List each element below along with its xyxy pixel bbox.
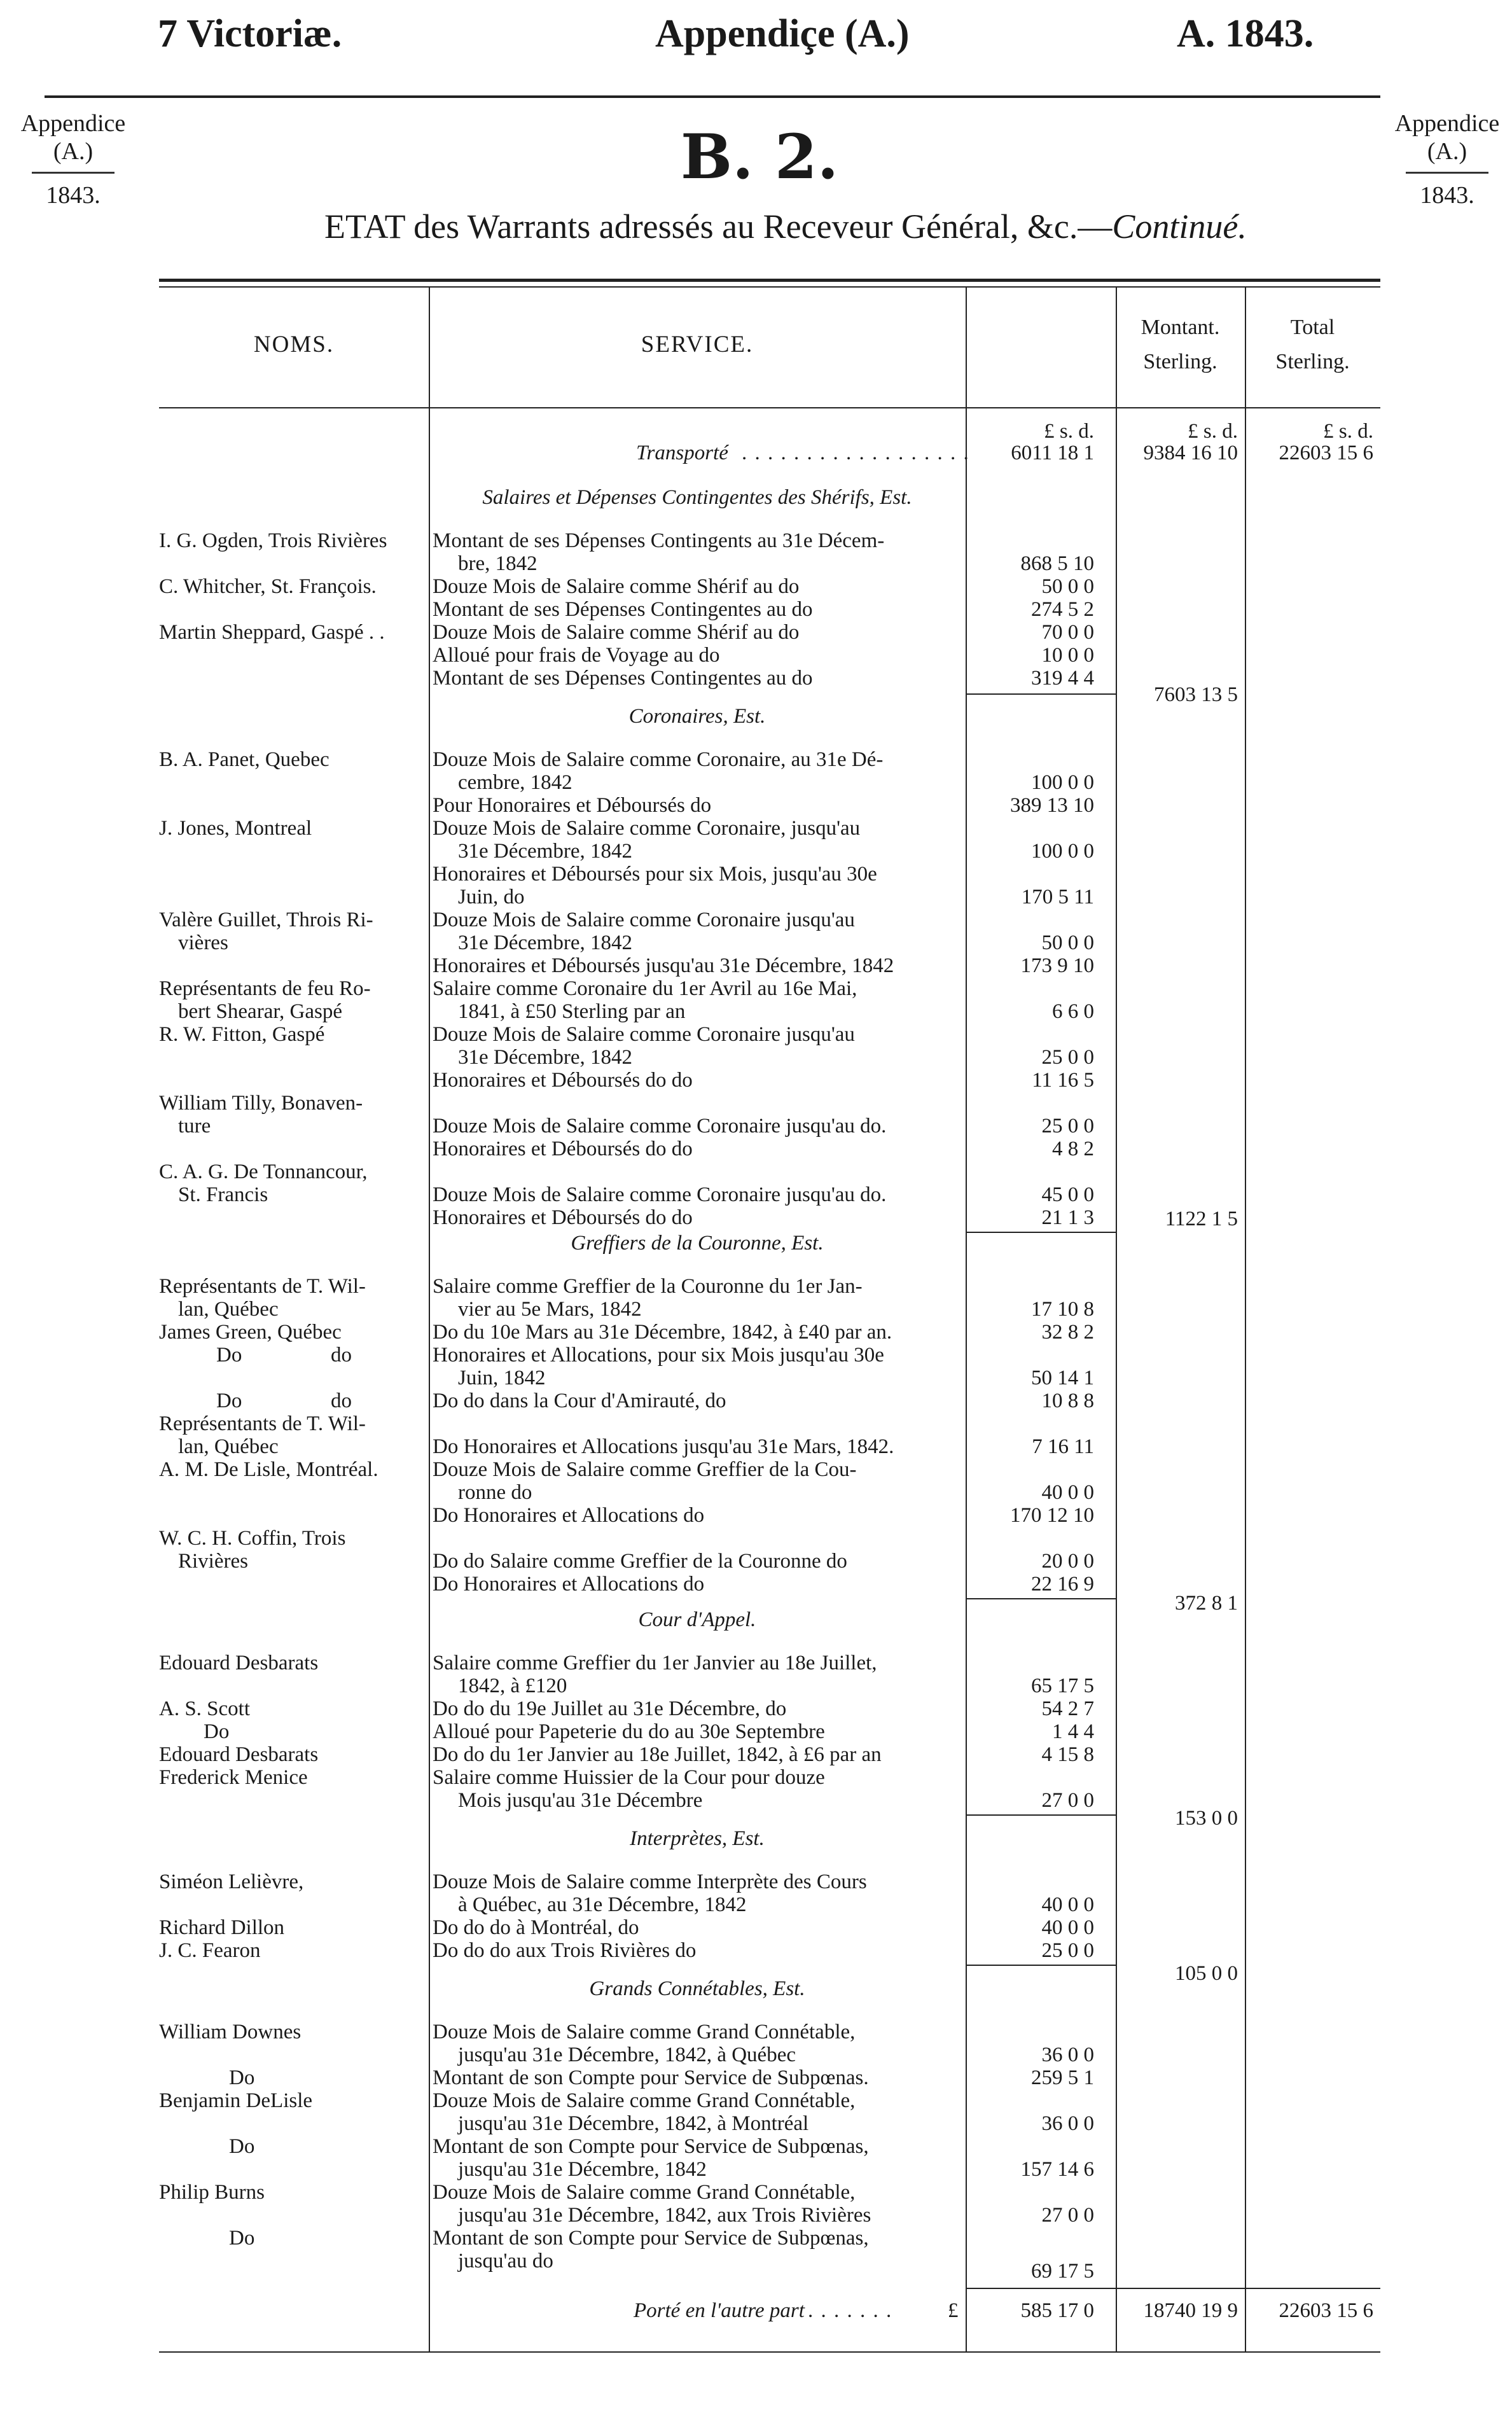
service-line: Douze Mois de Salaire comme Coronaire jusqu'au do.: [433, 1115, 887, 1138]
col-header-montant: [1116, 310, 1245, 379]
service-line: bre, 1842: [458, 552, 538, 575]
header-center: Appendiçe (A.): [655, 12, 910, 55]
amount-detail: 21 1 3: [1041, 1206, 1094, 1229]
name-panet: B. A. Panet, Quebec: [159, 748, 329, 771]
service-line: Douze Mois de Salaire comme Shérif au do: [433, 621, 800, 644]
name-wilan: Représentants de T. Wil-: [159, 1275, 366, 1298]
service-line: Alloué pour Papeterie du do au 30e Septembre: [433, 1720, 825, 1743]
service-line: Douze Mois de Salaire comme Interprète des Cours: [433, 1870, 867, 1893]
service-line: Montant de ses Dépenses Contingents au 31e Décem-: [433, 529, 885, 552]
col-divider-noms: [429, 288, 430, 2351]
service-line: 31e Décembre, 1842: [458, 840, 632, 863]
amount-detail: 157 14 6: [1020, 2158, 1094, 2181]
service-line: à Québec, au 31e Décembre, 1842: [458, 1893, 747, 1916]
header-bottom-rule: [159, 407, 1380, 408]
amount-detail: 868 5 10: [1020, 552, 1094, 575]
margin-right-label: Appendice: [1394, 110, 1500, 137]
margin-left: [19, 109, 127, 209]
name-ditto: do: [331, 1344, 352, 1367]
transport-total: 22603 15 6: [1279, 442, 1373, 464]
name-tonnancour: C. A. G. De Tonnancour,: [159, 1160, 368, 1183]
service-line: cembre, 1842: [458, 771, 572, 794]
service-line: vier au 5e Mars, 1842: [458, 1298, 642, 1321]
name-dillon: Richard Dillon: [159, 1916, 285, 1939]
col-header-service: SERVICE.: [641, 331, 754, 358]
service-line: Montant de son Compte pour Service de Subpœnas.: [433, 2066, 869, 2089]
margin-right-year: 1843.: [1420, 182, 1474, 209]
name-guillet: Valère Guillet, Throis Ri-: [159, 908, 373, 931]
service-line: Do do du 19e Juillet au 31e Décembre, do: [433, 1697, 787, 1720]
col-divider-detail: [1116, 288, 1117, 2351]
subtotal-rule: [966, 693, 1117, 695]
footer-total: 22603 15 6: [1279, 2299, 1373, 2322]
name-ogden: I. G. Ogden, Trois Rivières: [159, 529, 387, 552]
service-line: jusqu'au 31e Décembre, 1842, à Montréal: [458, 2112, 809, 2135]
service-line: Do do Salaire comme Greffier de la Couronne do: [433, 1550, 847, 1573]
service-line: 1841, à £50 Sterling par an: [458, 1000, 686, 1023]
name-fearon: J. C. Fearon: [159, 1939, 261, 1962]
name-guillet-cont: vières: [178, 931, 228, 954]
service-line: Honoraires et Déboursés do do: [433, 1069, 693, 1092]
amount-detail: 27 0 0: [1041, 1789, 1094, 1812]
service-line: Salaire comme Greffier du 1er Janvier au 18e Juillet,: [433, 1652, 877, 1674]
footer-detail: 585 17 0: [1020, 2299, 1094, 2322]
amount-detail: 319 4 4: [1031, 667, 1094, 690]
section-total-cour-appel: 153 0 0: [1175, 1807, 1238, 1830]
amount-detail: 50 14 1: [1031, 1367, 1094, 1389]
name-jones: J. Jones, Montreal: [159, 817, 312, 840]
service-line: Do do du 1er Janvier au 18e Juillet, 1842, à £6 par an: [433, 1743, 882, 1766]
service-line: Honoraires et Déboursés pour six Mois, jusqu'au 30e: [433, 863, 877, 886]
name-menice: Frederick Menice: [159, 1766, 308, 1789]
section-heading-sherifs: Salaires et Dépenses Contingentes des Shérifs, Est.: [482, 486, 912, 509]
amount-detail: 36 0 0: [1041, 2112, 1094, 2135]
col-header-total-1: Total: [1290, 316, 1335, 339]
amount-detail: 25 0 0: [1041, 1046, 1094, 1069]
service-line: 1842, à £120: [458, 1674, 567, 1697]
table-top-rule-2: [159, 286, 1380, 288]
service-line: Douze Mois de Salaire comme Coronaire jusqu'au: [433, 908, 855, 931]
service-line: Do do do aux Trois Rivières do: [433, 1939, 697, 1962]
amount-detail: 170 5 11: [1021, 886, 1094, 908]
unit-label-detail: £ s. d.: [1044, 420, 1094, 443]
service-line: 31e Décembre, 1842: [458, 1046, 632, 1069]
service-line: Do do do à Montréal, do: [433, 1916, 639, 1939]
service-line: Douze Mois de Salaire comme Coronaire, jusqu'au: [433, 817, 861, 840]
transport-label: Transporté: [636, 442, 728, 464]
name-wilan: Représentants de T. Wil-: [159, 1412, 366, 1435]
section-total-coronaires: 1122 1 5: [1165, 1208, 1238, 1230]
footer-leader: . . . . . . .: [808, 2299, 893, 2322]
amount-detail: 25 0 0: [1041, 1115, 1094, 1138]
section-total-interpretes: 105 0 0: [1175, 1962, 1238, 1985]
footer-label: Porté en l'autre part: [634, 2299, 805, 2322]
amount-detail: 50 0 0: [1041, 931, 1094, 954]
amount-detail: 69 17 5: [1031, 2260, 1094, 2283]
section-total-greffiers: 372 8 1: [1175, 1592, 1238, 1615]
name-ditto: Do: [229, 2066, 255, 2089]
col-header-noms: NOMS.: [253, 331, 335, 358]
subtotal-rule: [966, 1232, 1117, 1233]
service-line: Douze Mois de Salaire comme Coronaire, au 31e Dé-: [433, 748, 884, 771]
name-whitcher: C. Whitcher, St. François.: [159, 575, 377, 598]
service-line: Honoraires et Déboursés do do: [433, 1138, 693, 1160]
margin-right: [1387, 109, 1508, 209]
service-line: Honoraires et Déboursés jusqu'au 31e Décembre, 1842: [433, 954, 894, 977]
service-line: 31e Décembre, 1842: [458, 931, 632, 954]
col-header-montant-1: Montant.: [1141, 316, 1220, 339]
name-green: James Green, Québec: [159, 1321, 342, 1344]
section-heading-greffiers: Greffiers de la Couronne, Est.: [571, 1232, 824, 1255]
name-tilly-cont: ture: [178, 1115, 211, 1138]
name-scott: A. S. Scott: [159, 1697, 251, 1720]
amount-detail: 1 4 4: [1052, 1720, 1094, 1743]
transport-leader: . . . . . . . . . . . . . . . . . .: [742, 442, 970, 464]
service-line: Montant de son Compte pour Service de Subpœnas,: [433, 2227, 869, 2250]
service-line: Juin, 1842: [458, 1367, 546, 1389]
service-line: Montant de ses Dépenses Contingentes au do: [433, 598, 813, 621]
col-header-montant-2: Sterling.: [1143, 350, 1217, 373]
transport-montant: 9384 16 10: [1143, 442, 1238, 464]
col-header-total-2: Sterling.: [1275, 350, 1350, 373]
service-line: jusqu'au 31e Décembre, 1842, aux Trois Rivières: [458, 2204, 871, 2227]
amount-detail: 36 0 0: [1041, 2043, 1094, 2066]
subtotal-rule: [966, 1814, 1117, 1816]
col-divider-montant: [1245, 288, 1246, 2351]
margin-left-sub: (A.): [53, 138, 94, 165]
service-line: Salaire comme Greffier de la Couronne du 1er Jan-: [433, 1275, 863, 1298]
service-line: Juin, do: [458, 886, 525, 908]
name-downes: William Downes: [159, 2021, 302, 2043]
service-line: Do du 10e Mars au 31e Décembre, 1842, à £40 par an.: [433, 1321, 892, 1344]
name-wilan-cont: lan, Québec: [178, 1298, 279, 1321]
table-code: B. 2.: [681, 121, 839, 193]
margin-right-sub: (A.): [1427, 138, 1467, 165]
service-line: Honoraires et Allocations, pour six Mois jusqu'au 30e: [433, 1344, 884, 1367]
amount-detail: 100 0 0: [1031, 840, 1094, 863]
name-tilly: William Tilly, Bonaven-: [159, 1092, 363, 1115]
amount-detail: 6 6 0: [1052, 1000, 1094, 1023]
amount-detail: 4 15 8: [1041, 1743, 1094, 1766]
service-line: ronne do: [458, 1481, 532, 1504]
name-desbarats: Edouard Desbarats: [159, 1743, 319, 1766]
amount-detail: 7 16 11: [1032, 1435, 1094, 1458]
margin-left-brace: [32, 172, 114, 174]
name-shearar-cont: bert Shearar, Gaspé: [178, 1000, 342, 1023]
service-line: Montant de son Compte pour Service de Subpœnas,: [433, 2135, 869, 2158]
service-line: Douze Mois de Salaire comme Grand Connétable,: [433, 2181, 856, 2204]
name-wilan-cont: lan, Québec: [178, 1435, 279, 1458]
table-bottom-rule: [159, 2351, 1380, 2353]
name-shearar: Représentants de feu Ro-: [159, 977, 371, 1000]
unit-label-total: £ s. d.: [1323, 420, 1373, 443]
amount-detail: 173 9 10: [1020, 954, 1094, 977]
table-title-continued: Continué.: [1112, 207, 1247, 246]
transport-detail: 6011 18 1: [1011, 442, 1094, 464]
name-coffin: W. C. H. Coffin, Trois: [159, 1527, 346, 1550]
amount-detail: 389 13 10: [1010, 794, 1094, 817]
header-rule: [45, 95, 1380, 98]
amount-detail: 259 5 1: [1031, 2066, 1094, 2089]
section-heading-coronaires: Coronaires, Est.: [628, 705, 766, 728]
amount-detail: 27 0 0: [1041, 2204, 1094, 2227]
table-title-main: ETAT des Warrants adressés au Receveur Général, &c.—: [324, 207, 1113, 246]
name-desbarats: Edouard Desbarats: [159, 1652, 319, 1674]
amount-detail: 4 8 2: [1052, 1138, 1094, 1160]
amount-detail: 32 8 2: [1041, 1321, 1094, 1344]
margin-left-label: Appendice: [20, 110, 126, 137]
name-ditto: Do: [216, 1344, 242, 1367]
section-heading-interpretes: Interprètes, Est.: [630, 1827, 765, 1850]
service-line: Douze Mois de Salaire comme Coronaire jusqu'au do.: [433, 1183, 887, 1206]
footer-pound: £: [948, 2299, 959, 2322]
amount-detail: 45 0 0: [1041, 1183, 1094, 1206]
service-line: Douze Mois de Salaire comme Grand Connétable,: [433, 2089, 856, 2112]
service-line: jusqu'au do: [458, 2250, 553, 2272]
amount-detail: 40 0 0: [1041, 1893, 1094, 1916]
service-line: Do Honoraires et Allocations do: [433, 1573, 705, 1596]
section-heading-cour-appel: Cour d'Appel.: [638, 1608, 756, 1631]
amount-detail: 10 8 8: [1041, 1389, 1094, 1412]
header-left: 7 Victoriæ.: [158, 12, 342, 55]
service-line: Mois jusqu'au 31e Décembre: [458, 1789, 703, 1812]
amount-detail: 40 0 0: [1041, 1481, 1094, 1504]
margin-right-brace: [1406, 172, 1488, 174]
amount-detail: 17 10 8: [1031, 1298, 1094, 1321]
amount-detail: 20 0 0: [1041, 1550, 1094, 1573]
table-top-rule: [159, 279, 1380, 282]
name-ditto: do: [331, 1389, 352, 1412]
name-benjamin-delisle: Benjamin DeLisle: [159, 2089, 313, 2112]
amount-detail: 65 17 5: [1031, 1674, 1094, 1697]
service-line: Do Honoraires et Allocations jusqu'au 31e Mars, 1842.: [433, 1435, 894, 1458]
name-delisle: A. M. De Lisle, Montréal.: [159, 1458, 378, 1481]
footer-montant: 18740 19 9: [1143, 2299, 1238, 2322]
name-sheppard: Martin Sheppard, Gaspé . .: [159, 621, 385, 644]
service-line: Pour Honoraires et Déboursés do: [433, 794, 712, 817]
name-fitton: R. W. Fitton, Gaspé: [159, 1023, 325, 1046]
section-heading-connetables: Grands Connétables, Est.: [589, 1977, 805, 2000]
service-line: Do Honoraires et Allocations do: [433, 1504, 705, 1527]
name-burns: Philip Burns: [159, 2181, 265, 2204]
amount-detail: 40 0 0: [1041, 1916, 1094, 1939]
name-ditto: Do: [216, 1389, 242, 1412]
service-line: Douze Mois de Salaire comme Greffier de la Cou-: [433, 1458, 857, 1481]
header-right: A. 1843.: [1177, 12, 1314, 55]
amount-detail: 25 0 0: [1041, 1939, 1094, 1962]
amount-detail: 10 0 0: [1041, 644, 1094, 667]
amount-detail: 54 2 7: [1041, 1697, 1094, 1720]
name-tonnancour-cont: St. Francis: [178, 1183, 268, 1206]
amount-detail: 274 5 2: [1031, 598, 1094, 621]
amount-detail: 11 16 5: [1032, 1069, 1094, 1092]
amount-detail: 70 0 0: [1041, 621, 1094, 644]
service-line: Douze Mois de Salaire comme Grand Connétable,: [433, 2021, 856, 2043]
service-line: Honoraires et Déboursés do do: [433, 1206, 693, 1229]
footer-rule: [966, 2288, 1380, 2289]
service-line: Douze Mois de Salaire comme Coronaire jusqu'au: [433, 1023, 855, 1046]
service-line: jusqu'au 31e Décembre, 1842, à Québec: [458, 2043, 796, 2066]
name-ditto: Do: [204, 1720, 230, 1743]
subtotal-rule: [966, 1598, 1117, 1599]
name-ditto: Do: [229, 2135, 255, 2158]
name-lelievre: Siméon Lelièvre,: [159, 1870, 304, 1893]
service-line: Alloué pour frais de Voyage au do: [433, 644, 720, 667]
section-total-sherifs: 7603 13 5: [1154, 683, 1238, 706]
service-line: Douze Mois de Salaire comme Shérif au do: [433, 575, 800, 598]
unit-label-montant: £ s. d.: [1188, 420, 1238, 443]
amount-detail: 50 0 0: [1041, 575, 1094, 598]
amount-detail: 22 16 9: [1031, 1573, 1094, 1596]
table-title: [324, 207, 1247, 246]
amount-detail: 100 0 0: [1031, 771, 1094, 794]
margin-left-year: 1843.: [46, 182, 101, 209]
service-line: Do do dans la Cour d'Amirauté, do: [433, 1389, 726, 1412]
amount-detail: 170 12 10: [1010, 1504, 1094, 1527]
name-ditto: Do: [229, 2227, 255, 2250]
service-line: Salaire comme Huissier de la Cour pour douze: [433, 1766, 825, 1789]
col-header-total: [1245, 310, 1380, 379]
service-line: jusqu'au 31e Décembre, 1842: [458, 2158, 707, 2181]
service-line: Salaire comme Coronaire du 1er Avril au 16e Mai,: [433, 977, 857, 1000]
subtotal-rule: [966, 1965, 1117, 1966]
service-line: Montant de ses Dépenses Contingentes au do: [433, 667, 813, 690]
name-coffin-cont: Rivières: [178, 1550, 248, 1573]
